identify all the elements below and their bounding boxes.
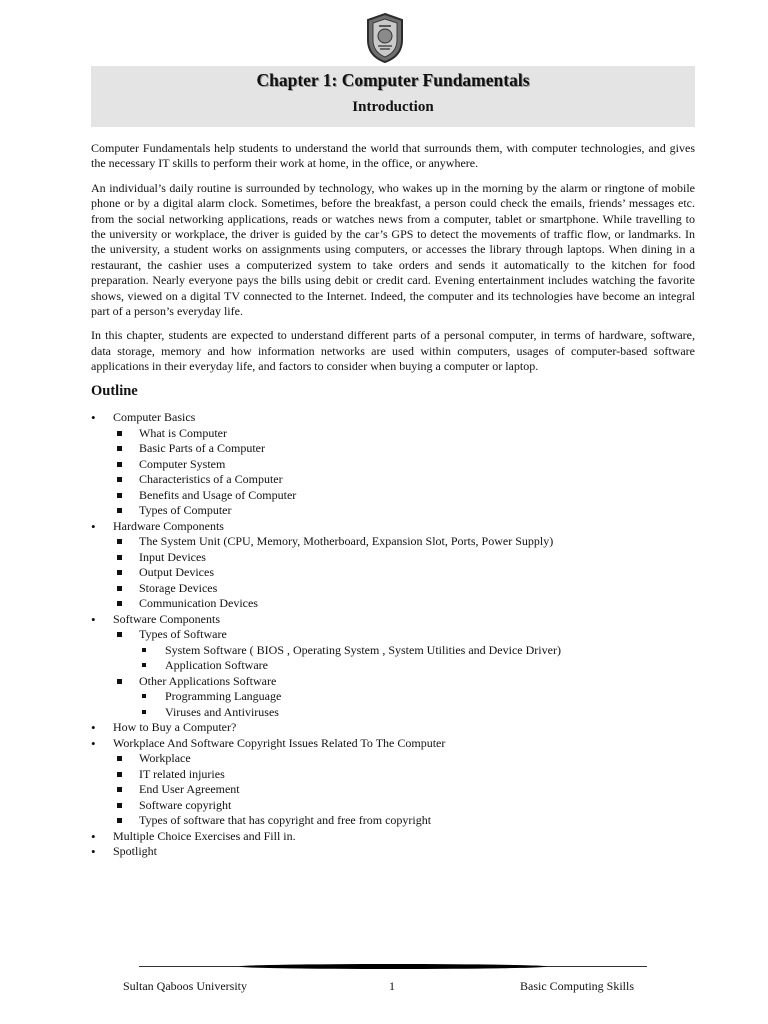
outline-subitem: Software copyright [113, 798, 695, 814]
outline-subsubitem: System Software ( BIOS , Operating System , System Utilities and Device Driver) [139, 643, 695, 659]
outline-item [91, 612, 695, 721]
outline-item [91, 410, 695, 519]
outline-sublist [113, 751, 695, 829]
outline-subitem: Computer System [113, 457, 695, 473]
outline-subitem: Input Devices [113, 550, 695, 566]
outline-subitem: IT related injuries [113, 767, 695, 783]
intro-paragraph-2: An individual’s daily routine is surrounded by technology, who wakes up in the morning by the alarm or ringtone of mobile phone or by a digital alarm clock. Sometimes, before the breakfast, a person could check the emails, friends’ messages etc. from the social networking applications, reads or watches news from a computer, tablet or smartphone. While travelling to the university or workplace, the driver is guided by the car’s GPS to detect the movements of traffic flow, or landmarks. In the university, a student works on assignments using computers, or accesses the library through laptops. When dining in a restaurant, the cashier uses a computerized system to take orders and sends it automatically to the kitchen for food preparation. Nearly everyone pays the bills using debit or credit card. Evening entertainment includes watching the favorite shows, viewed on a digital TV connected to the Internet. Indeed, the computer and its technologies have become an integral part of a person’s everyday life. [91, 180, 695, 319]
outline-subitem: What is Computer [113, 426, 695, 442]
outline-sublist [113, 627, 695, 720]
outline-item-label: Hardware Components [113, 518, 224, 533]
outline-subitem: Characteristics of a Computer [113, 472, 695, 488]
outline-subitem: Types of software that has copyright and free from copyright [113, 813, 695, 829]
outline-subitem-label: Other Applications Software [139, 673, 277, 688]
outline-subitem-label: Types of Software [139, 627, 227, 642]
outline-item-label: Workplace And Software Copyright Issues Related To The Computer [113, 735, 446, 750]
outline-subsubitem: Programming Language [139, 689, 695, 705]
chapter-header [91, 66, 695, 127]
outline-subitem: Output Devices [113, 565, 695, 581]
outline-subsublist [139, 643, 695, 674]
intro-paragraph-3: In this chapter, students are expected to understand different parts of a personal computer, in terms of hardware, software, data storage, memory and how information networks are used within computers, usages of computer-based software applications in their everyday life, and factors to consider when buying a computer or laptop. [91, 328, 695, 374]
outline-subitem: Basic Parts of a Computer [113, 441, 695, 457]
outline-list [91, 410, 695, 860]
outline-heading: Outline [91, 382, 138, 399]
chapter-title: Chapter 1: Computer Fundamentals [256, 70, 530, 90]
footer-university: Sultan Qaboos University [123, 979, 247, 993]
outline-subsublist [139, 689, 695, 720]
outline-subitem: Workplace [113, 751, 695, 767]
outline-item: • Spotlight [91, 844, 695, 860]
outline-item [91, 736, 695, 829]
outline-subitem: Benefits and Usage of Computer [113, 488, 695, 504]
outline-item: • Multiple Choice Exercises and Fill in. [91, 829, 695, 845]
outline-subitem: Storage Devices [113, 581, 695, 597]
outline-sublist [113, 426, 695, 519]
footer-divider-thick [239, 964, 547, 969]
outline-subitem [113, 674, 695, 721]
outline-item-label: Software Components [113, 611, 220, 626]
footer-course: Basic Computing Skills [520, 979, 635, 993]
footer-divider [139, 964, 647, 968]
outline-item: • How to Buy a Computer? [91, 720, 695, 736]
outline-subitem: The System Unit (CPU, Memory, Motherboard, Expansion Slot, Ports, Power Supply) [113, 534, 695, 550]
university-crest-icon [364, 12, 406, 64]
section-subtitle: Introduction [352, 99, 434, 115]
outline-subitem: End User Agreement [113, 782, 695, 798]
outline-item-label: Computer Basics [113, 410, 196, 425]
outline-subitem: Types of Computer [113, 503, 695, 519]
page-body [91, 141, 695, 860]
outline-subsubitem: Viruses and Antiviruses [139, 705, 695, 721]
outline-subitem: Communication Devices [113, 596, 695, 612]
intro-paragraph-1: Computer Fundamentals help students to understand the world that surrounds them, with computer technologies, and gives the necessary IT skills to perform their work at home, in the office, or anywhere. [91, 141, 695, 171]
outline-subitem [113, 627, 695, 674]
outline-item [91, 519, 695, 612]
page-number: 1 [389, 979, 395, 993]
outline-sublist [113, 534, 695, 612]
outline-subsubitem: Application Software [139, 658, 695, 674]
